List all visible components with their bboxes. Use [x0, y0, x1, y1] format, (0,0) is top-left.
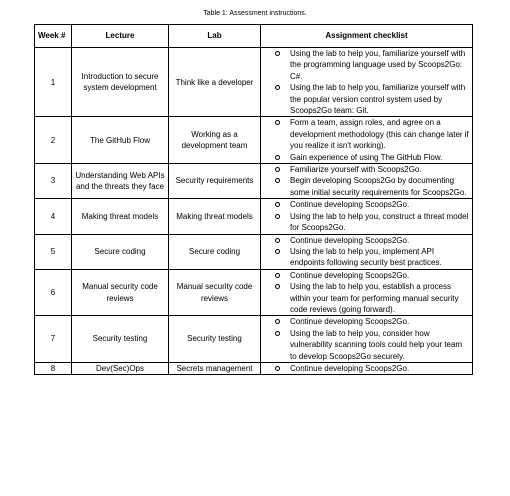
checklist-item — [264, 211, 469, 234]
checklist-item-text: Gain experience of using The GitHub Flow. — [290, 152, 443, 162]
bullet-circle-icon — [275, 273, 280, 278]
checklist-item-text: Using the lab to help you, familiarize yourself with the popular version control system used by Scoops2Go team: Git. — [290, 83, 466, 116]
checklist-cell — [261, 48, 473, 117]
bullet-circle-icon — [275, 178, 280, 183]
week-cell: 6 — [35, 269, 72, 316]
lab-cell: Making threat models — [169, 199, 261, 234]
checklist — [264, 48, 469, 116]
checklist-cell — [261, 199, 473, 234]
bullet-circle-icon — [275, 167, 280, 172]
lab-header: Lab — [169, 25, 261, 48]
week-cell: 3 — [35, 164, 72, 199]
bullet-circle-icon — [275, 85, 280, 90]
checklist — [264, 235, 469, 269]
checklist-header: Assignment checklist — [261, 25, 473, 48]
checklist — [264, 199, 469, 233]
checklist-cell — [261, 316, 473, 363]
bullet-circle-icon — [275, 331, 280, 336]
checklist-item — [264, 164, 469, 175]
table-row — [35, 117, 473, 164]
week-cell: 7 — [35, 316, 72, 363]
lab-cell: Working as a development team — [169, 117, 261, 164]
checklist-item-text: Continue developing Scoops2Go. — [290, 317, 410, 327]
bullet-circle-icon — [275, 202, 280, 207]
table-body — [35, 48, 473, 375]
checklist-item — [264, 363, 469, 374]
checklist-item-text: Continue developing Scoops2Go. — [290, 363, 410, 373]
checklist-item-text: Using the lab to help you, establish a process within your team for performing manual security code reviews (going forward). — [290, 282, 459, 314]
checklist-item-text: Continue developing Scoops2Go. — [290, 235, 410, 245]
lecture-cell: The GitHub Flow — [72, 117, 169, 164]
checklist-item — [264, 152, 469, 163]
checklist — [264, 316, 469, 362]
checklist-item — [264, 281, 469, 315]
lecture-header: Lecture — [72, 25, 169, 48]
lab-cell: Security testing — [169, 316, 261, 363]
checklist-item — [264, 328, 469, 362]
week-cell: 1 — [35, 48, 72, 117]
checklist — [264, 363, 469, 374]
lab-cell: Security requirements — [169, 164, 261, 199]
checklist-item-text: Using the lab to help you, construct a threat model for Scoops2Go. — [290, 211, 469, 233]
table-row — [35, 362, 473, 374]
table-row — [35, 48, 473, 117]
checklist-item — [264, 246, 469, 269]
assessment-table — [34, 24, 473, 375]
bullet-circle-icon — [275, 51, 280, 56]
lecture-cell: Security testing — [72, 316, 169, 363]
bullet-circle-icon — [275, 214, 280, 219]
table-caption: Table 1: Assessment instructions. — [203, 10, 307, 17]
checklist-item-text: Form a team, assign roles, and agree on a development methodology (this can change later if you realize it isn't working). — [290, 118, 469, 151]
checklist-item-text: Using the lab to help you, familiarize yourself with the programming language used by Scoops2Go: C#. — [290, 49, 466, 81]
header-row — [35, 25, 473, 48]
table-row — [35, 164, 473, 199]
checklist-cell — [261, 234, 473, 269]
week-header: Week # — [35, 25, 72, 48]
checklist-item — [264, 117, 469, 151]
checklist-cell — [261, 362, 473, 374]
checklist — [264, 117, 469, 163]
week-cell: 4 — [35, 199, 72, 234]
checklist-cell — [261, 117, 473, 164]
lecture-cell: Introduction to secure system development — [72, 48, 169, 117]
lecture-cell: Making threat models — [72, 199, 169, 234]
checklist-item-text: Familiarize yourself with Scoops2Go. — [290, 165, 422, 175]
bullet-circle-icon — [275, 238, 280, 243]
checklist-item — [264, 175, 469, 198]
table-row — [35, 316, 473, 363]
checklist-item-text: Continue developing Scoops2Go. — [290, 270, 410, 280]
checklist-item — [264, 270, 469, 281]
week-cell: 2 — [35, 117, 72, 164]
bullet-circle-icon — [275, 120, 280, 125]
week-cell: 5 — [35, 234, 72, 269]
table-row — [35, 234, 473, 269]
checklist-item-text: Using the lab to help you, implement API endpoints following security best practices. — [290, 246, 442, 268]
table-row — [35, 199, 473, 234]
checklist-cell — [261, 164, 473, 199]
lab-cell: Secrets management — [169, 362, 261, 374]
checklist-item-text: Continue developing Scoops2Go. — [290, 200, 410, 210]
lab-cell: Secure coding — [169, 234, 261, 269]
lecture-cell: Manual security code reviews — [72, 269, 169, 316]
checklist-item — [264, 235, 469, 246]
lab-cell: Manual security code reviews — [169, 269, 261, 316]
table-row — [35, 269, 473, 316]
checklist-item — [264, 82, 469, 116]
bullet-circle-icon — [275, 155, 280, 160]
bullet-circle-icon — [275, 319, 280, 324]
week-cell: 8 — [35, 362, 72, 374]
lab-cell: Think like a developer — [169, 48, 261, 117]
bullet-circle-icon — [275, 249, 280, 254]
checklist — [264, 270, 469, 316]
checklist-item — [264, 48, 469, 82]
bullet-circle-icon — [275, 284, 280, 289]
checklist-item-text: Begin developing Scoops2Go by documenting some initial security requirements for Scoops2Go. — [290, 176, 467, 197]
checklist-item — [264, 316, 469, 327]
checklist — [264, 164, 469, 198]
bullet-circle-icon — [275, 366, 280, 371]
checklist-cell — [261, 269, 473, 316]
checklist-item-text: Using the lab to help you, consider how vulnerability scanning tools could help your team to develop Scoops2Go securely. — [290, 328, 463, 361]
lecture-cell: Secure coding — [72, 234, 169, 269]
checklist-item — [264, 199, 469, 210]
lecture-cell: Dev(Sec)Ops — [72, 362, 169, 374]
lecture-cell: Understanding Web APIs and the threats they face — [72, 164, 169, 199]
